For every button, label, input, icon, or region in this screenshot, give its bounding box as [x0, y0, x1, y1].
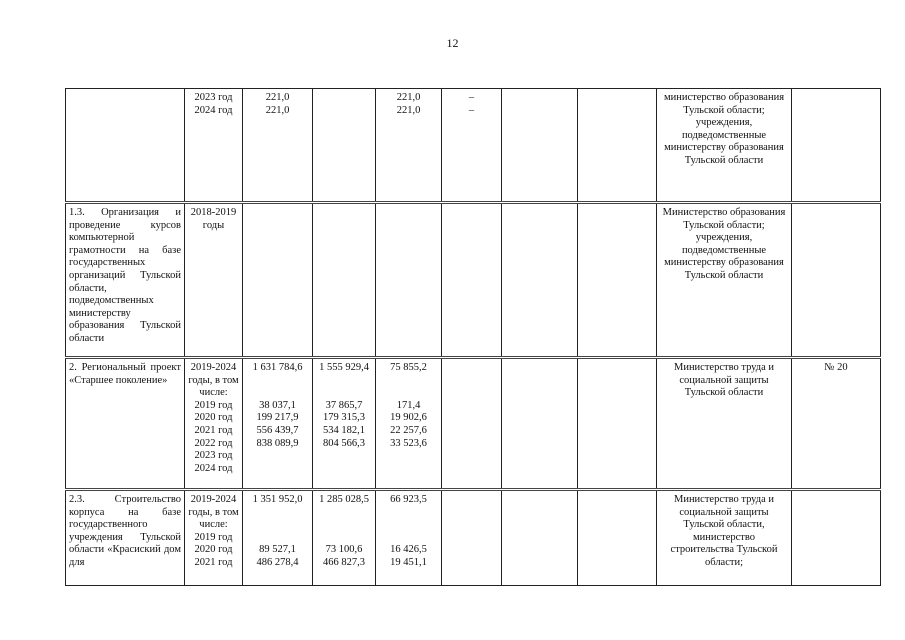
measure-name — [66, 89, 185, 203]
funding-cell-7 — [502, 203, 578, 358]
note-cell — [792, 203, 881, 358]
federal-funding-cell: 1 285 028,5 73 100,6 466 827,3 — [313, 490, 376, 586]
measure-name: 2.3. Строительство корпуса на базе государственного учреждения Тульской области «Красиский дом для — [66, 490, 185, 586]
federal-funding-cell — [313, 203, 376, 358]
measure-name: 1.3. Организация и проведение курсов компьютерной грамотности на базе государственных организаций Тульской области, подведомственных министерству образования Тульской области — [66, 203, 185, 358]
table-row — [66, 203, 881, 358]
funding-cell-7 — [502, 358, 578, 490]
period-cell: 2019-2024 годы, в том числе: 2019 год 2020 год 2021 год 2022 год 2023 год 2024 год — [185, 358, 243, 490]
table-row — [66, 358, 881, 490]
page-number: 12 — [446, 36, 459, 50]
total-funding-cell: 1 631 784,6 38 037,1 199 217,9 556 439,7 838 089,9 — [243, 358, 313, 490]
executor-cell: министерство образования Тульской области; учреждения, подведомственные министерству образования Тульской области — [657, 89, 792, 203]
federal-funding-cell: 1 555 929,4 37 865,7 179 315,3 534 182,1 804 566,3 — [313, 358, 376, 490]
federal-funding-cell — [313, 89, 376, 203]
regional-funding-cell: 66 923,5 16 426,5 19 451,1 — [376, 490, 442, 586]
measure-name: 2. Региональный проект «Старшее поколение» — [66, 358, 185, 490]
table-row — [66, 490, 881, 586]
regional-funding-cell — [376, 203, 442, 358]
period-cell: 2019-2024 годы, в том числе: 2019 год 2020 год 2021 год — [185, 490, 243, 586]
executor-cell: Министерство образования Тульской области; учреждения, подведомственные министерству образования Тульской области — [657, 203, 792, 358]
funding-cell-8 — [578, 89, 657, 203]
funding-cell-6 — [442, 490, 502, 586]
period-cell: 2018-2019 годы — [185, 203, 243, 358]
total-funding-cell: 221,0 221,0 — [243, 89, 313, 203]
funding-cell-8 — [578, 203, 657, 358]
funding-cell-6 — [442, 203, 502, 358]
funding-cell-8 — [578, 490, 657, 586]
note-cell — [792, 490, 881, 586]
regional-funding-cell: 75 855,2 171,4 19 902,6 22 257,6 33 523,6 — [376, 358, 442, 490]
executor-cell: Министерство труда и социальной защиты Тульской области, министерство строительства Тульской области; — [657, 490, 792, 586]
program-table — [65, 88, 881, 586]
executor-cell: Министерство труда и социальной защиты Тульской области — [657, 358, 792, 490]
funding-cell-7 — [502, 490, 578, 586]
table-row — [66, 89, 881, 203]
regional-funding-cell: 221,0 221,0 — [376, 89, 442, 203]
funding-cell-6: – – — [442, 89, 502, 203]
note-cell — [792, 89, 881, 203]
funding-cell-7 — [502, 89, 578, 203]
total-funding-cell — [243, 203, 313, 358]
funding-cell-6 — [442, 358, 502, 490]
total-funding-cell: 1 351 952,0 89 527,1 486 278,4 — [243, 490, 313, 586]
funding-cell-8 — [578, 358, 657, 490]
period-cell: 2023 год 2024 год — [185, 89, 243, 203]
note-cell: № 20 — [792, 358, 881, 490]
